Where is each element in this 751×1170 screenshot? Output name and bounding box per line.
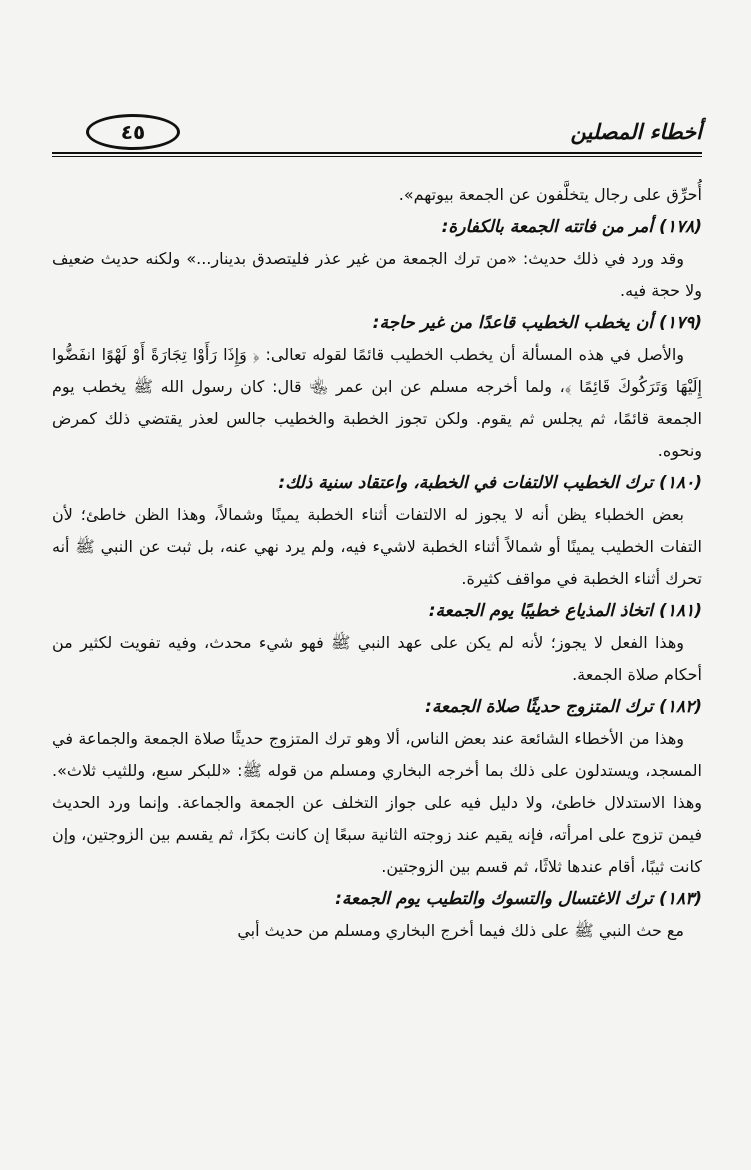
paragraph-180: بعض الخطباء يظن أنه لا يجوز له الالتفات أثناء الخطبة يمينًا وشمالاً، وهذا الظن خاطئ؛ لأن التفات الخطيب يمينًا أو شمالاً أثناء الخطبة لاشيء فيه، ولم يرد نهي عنه، بل ثبت عن النبي ﷺ أنه تحرك أثناء الخطبة في مواقف كثيرة. bbox=[52, 505, 702, 588]
section-heading-181 bbox=[52, 595, 702, 627]
heading-number: (١٨٠) bbox=[659, 473, 702, 493]
heading-number: (١٨٣) bbox=[659, 889, 702, 909]
section-heading-183 bbox=[52, 883, 702, 915]
heading-title: أمر من فاتته الجمعة بالكفارة: bbox=[441, 217, 654, 237]
book-page bbox=[52, 112, 702, 1092]
page-number-badge: ٤٥ bbox=[86, 114, 180, 150]
paragraph-182: وهذا من الأخطاء الشائعة عند بعض الناس، ألا وهو ترك المتزوج حديثًا صلاة الجمعة والجماعة في المسجد، ويستدلون على ذلك بما أخرجه البخاري ومسلم من قوله ﷺ: «للبكر سبع، وللثيب ثلاث». وهذا الاستدلال خاطئ، ولا دليل فيه على جواز التخلف عن الجمعة والجماعة. وإنما ورد الحديث فيمن تزوج على امرأته، فإنه يقيم عند زوجته الثانية سبعًا إن كانت بكرًا، ثم يقسم بين الزوجتين، وإن كانت ثيبًا، أقام عندها ثلاثًا، ثم قسم بين الزوجتين. bbox=[52, 729, 702, 876]
heading-title: اتخاذ المذياع خطيبًا يوم الجمعة: bbox=[428, 601, 654, 621]
heading-number: (١٧٩) bbox=[659, 313, 702, 333]
heading-number: (١٨١) bbox=[659, 601, 702, 621]
paragraph-181: وهذا الفعل لا يجوز؛ لأنه لم يكن على عهد النبي ﷺ فهو شيء محدث، وفيه تفويت لكثير من أحكام صلاة الجمعة. bbox=[52, 633, 702, 684]
section-heading-179 bbox=[52, 307, 702, 339]
paragraph-178: وقد ورد في ذلك حديث: «من ترك الجمعة من غير عذر فليتصدق بدينار...» ولكنه حديث ضعيف ولا حجة فيه. bbox=[52, 249, 702, 300]
heading-title: ترك الاغتسال والتسوك والتطيب يوم الجمعة: bbox=[335, 889, 654, 909]
page-body bbox=[52, 179, 702, 947]
heading-title: ترك الخطيب الالتفات في الخطبة، واعتقاد سنية ذلك: bbox=[278, 473, 654, 493]
running-title: أخطاء المصلين bbox=[570, 120, 702, 144]
heading-title: أن يخطب الخطيب قاعدًا من غير حاجة: bbox=[372, 313, 654, 333]
heading-title: ترك المتزوج حديثًا صلاة الجمعة: bbox=[425, 697, 654, 717]
header-rule bbox=[52, 152, 702, 154]
paragraph-179: والأصل في هذه المسألة أن يخطب الخطيب قائمًا لقوله تعالى: ﴿ وَإِذَا رَأَوْا تِجَارَةً أَوْ لَهْوًا انفَضُّوا إِلَيْهَا وَتَرَكُوكَ قَائِمًا ﴾، ولما أخرجه مسلم عن ابن عمر ﵄ قال: كان رسول الله ﷺ يخطب يوم الجمعة قائمًا، ثم يجلس ثم يقوم. ولكن تجوز الخطبة والخطيب جالس لعذر يقتضي ذلك كمرض ونحوه. bbox=[52, 345, 702, 460]
paragraph-183: مع حث النبي ﷺ على ذلك فيما أخرج البخاري ومسلم من حديث أبي bbox=[237, 921, 684, 940]
section-heading-178 bbox=[52, 211, 702, 243]
page-header bbox=[52, 112, 702, 164]
heading-number: (١٨٢) bbox=[659, 697, 702, 717]
section-heading-182 bbox=[52, 691, 702, 723]
paragraph-continuation: أُحرِّق على رجال يتخلَّفون عن الجمعة بيوتهم». bbox=[398, 185, 702, 204]
heading-number: (١٧٨) bbox=[659, 217, 702, 237]
section-heading-180 bbox=[52, 467, 702, 499]
